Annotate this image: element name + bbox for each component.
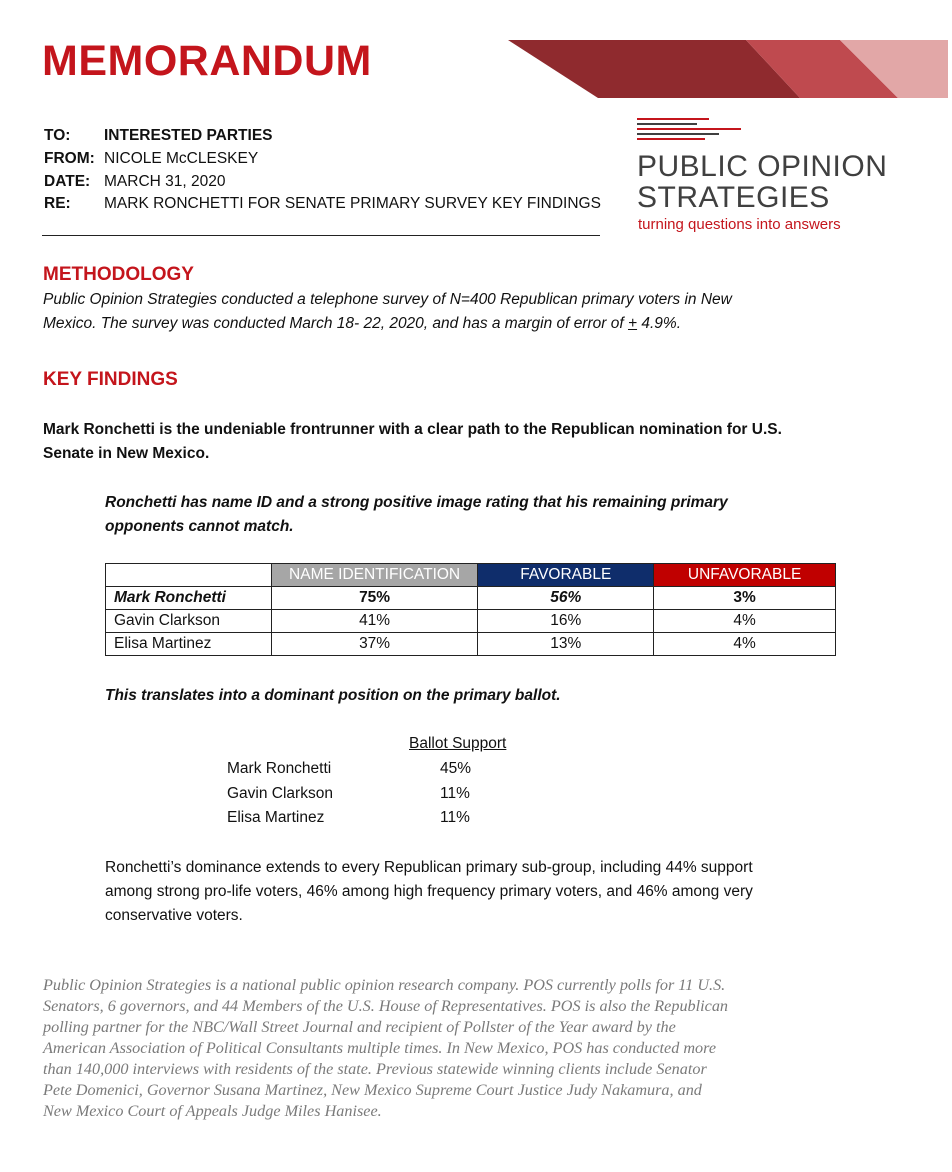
methodology-line2: [43, 312, 863, 336]
table-cell-name-id: 37%: [271, 633, 478, 656]
about-company-paragraph: [43, 975, 843, 1122]
from-label: FROM:: [44, 150, 95, 167]
ballot-value: 45%: [440, 760, 472, 777]
subfinding-name-id-line1: Ronchetti has name ID and a strong positive image rating that his remaining primary: [105, 494, 728, 511]
dominance-line1: Ronchetti’s dominance extends to every Republican primary sub-group, including 44% support: [105, 859, 753, 876]
table-header-blank: [106, 564, 272, 587]
table-header-row: [106, 564, 836, 587]
table-cell-unfavorable: 4%: [654, 633, 836, 656]
table-cell-name-id: 41%: [271, 610, 478, 633]
table-cell-unfavorable: 4%: [654, 610, 836, 633]
table-cell-candidate: Gavin Clarkson: [106, 610, 272, 633]
about-line: than 140,000 interviews with residents of the state. Previous statewide winning clients include Senator: [43, 1060, 707, 1078]
table-cell-favorable: 56%: [478, 587, 654, 610]
methodology-text: [43, 288, 863, 336]
key-findings-heading: KEY FINDINGS: [43, 369, 178, 390]
about-line: Public Opinion Strategies is a national public opinion research company. POS currently polls for 11 U.S.: [43, 976, 726, 994]
lead-finding-line2: Senate in New Mexico.: [43, 445, 210, 462]
subfinding-name-id: [105, 491, 845, 539]
ballot-row: [227, 809, 527, 833]
methodology-line2-text: Mexico. The survey was conducted March 18- 22, 2020, and has a margin of error of: [43, 315, 628, 332]
table-cell-name-id: 75%: [271, 587, 478, 610]
header-divider: [42, 235, 600, 236]
table-cell-favorable: 16%: [478, 610, 654, 633]
subfinding-name-id-line2: opponents cannot match.: [105, 518, 294, 535]
date-value: MARCH 31, 2020: [104, 173, 226, 190]
date-label: DATE:: [44, 173, 91, 190]
ballot-value: 11%: [440, 809, 470, 826]
about-line: polling partner for the NBC/Wall Street Journal and recipient of Pollster of the Year award by the: [43, 1018, 676, 1036]
ballot-candidate: Mark Ronchetti: [227, 760, 332, 777]
re-label: RE:: [44, 195, 71, 212]
dominance-line3: conservative voters.: [105, 907, 243, 924]
subfinding-ballot: This translates into a dominant position on the primary ballot.: [105, 687, 561, 704]
lead-finding-line1: Mark Ronchetti is the undeniable frontrunner with a clear path to the Republican nomination for U.S.: [43, 421, 782, 438]
table-cell-candidate: Elisa Martinez: [106, 633, 272, 656]
to-value: INTERESTED PARTIES: [104, 127, 273, 144]
table-row: [106, 633, 836, 656]
about-line: New Mexico Court of Appeals Judge Miles Hanisee.: [43, 1102, 382, 1120]
from-value: NICOLE McCLESKEY: [104, 150, 259, 167]
logo-tagline: turning questions into answers: [638, 216, 841, 233]
table-cell-candidate: Mark Ronchetti: [106, 587, 272, 610]
logo-text-line2: STRATEGIES: [637, 181, 830, 214]
header-banner-graphic: [508, 40, 948, 100]
lead-finding: [43, 418, 863, 466]
company-logo: [637, 118, 897, 238]
logo-text-line1: PUBLIC OPINION: [637, 150, 888, 183]
ballot-row: [227, 785, 527, 809]
to-label: TO:: [44, 127, 71, 144]
about-line: American Association of Political Consultants multiple times. In New Mexico, POS has conducted more: [43, 1039, 717, 1057]
ballot-candidate: Elisa Martinez: [227, 809, 325, 826]
methodology-line1: Public Opinion Strategies conducted a telephone survey of N=400 Republican primary voters in New: [43, 291, 732, 308]
logo-lines-icon: [637, 118, 747, 148]
about-line: Senators, 6 governors, and 44 Members of the U.S. House of Representatives. POS is also the Republican: [43, 997, 729, 1015]
margin-of-error: 4.9%.: [637, 315, 682, 332]
ballot-support-heading: Ballot Support: [409, 735, 507, 752]
table-header-name-id: NAME IDENTIFICATION: [271, 564, 478, 587]
favorability-table: [105, 563, 836, 656]
table-cell-unfavorable: 3%: [654, 587, 836, 610]
table-header-favorable: FAVORABLE: [478, 564, 654, 587]
table-row: [106, 587, 836, 610]
plus-minus-sign: +: [628, 315, 638, 332]
table-row: [106, 610, 836, 633]
methodology-heading: METHODOLOGY: [43, 264, 194, 285]
ballot-row: [227, 760, 527, 784]
table-header-unfavorable: UNFAVORABLE: [654, 564, 836, 587]
memo-title: MEMORANDUM: [42, 37, 372, 85]
re-value: MARK RONCHETTI FOR SENATE PRIMARY SURVEY KEY FINDINGS: [104, 195, 601, 212]
dominance-paragraph: [105, 856, 865, 928]
table-cell-favorable: 13%: [478, 633, 654, 656]
dominance-line2: among strong pro-life voters, 46% among high frequency primary voters, and 46% among very: [105, 883, 753, 900]
ballot-candidate: Gavin Clarkson: [227, 785, 333, 802]
about-line: Pete Domenici, Governor Susana Martinez, New Mexico Supreme Court Justice Judy Nakamura, and: [43, 1081, 702, 1099]
ballot-value: 11%: [440, 785, 470, 802]
